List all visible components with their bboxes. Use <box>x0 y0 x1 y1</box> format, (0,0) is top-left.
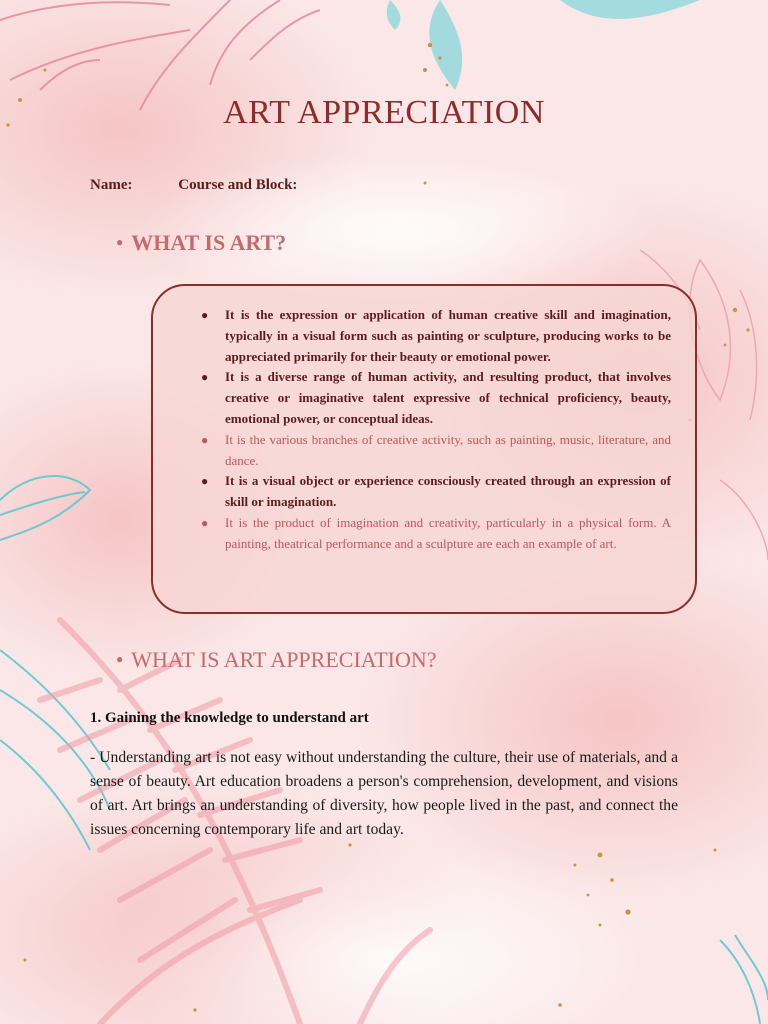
list-item-text: It is the expression or application of human creative skill and imagination, typically in a visual form such as painting or sculpture, producing works to be appreciated primarily for their beauty or emotional power. <box>225 307 671 364</box>
section-heading-text: WHAT IS ART? <box>131 230 287 255</box>
name-label: Name: <box>90 177 133 193</box>
section-heading-what-is-art <box>116 230 286 256</box>
list-item-text: It is the product of imagination and creativity, particularly in a physical form. A painting, theatrical performance and a sculpture are each an example of art. <box>225 514 671 551</box>
list-item <box>201 305 671 367</box>
bullet-icon: ● <box>201 432 209 447</box>
page-title: ART APPRECIATION <box>223 94 545 131</box>
bullet-icon: ● <box>201 474 209 489</box>
bullet-icon: ● <box>116 652 124 666</box>
list-item <box>201 513 671 555</box>
bullet-icon: ● <box>201 370 209 385</box>
list-item <box>201 430 671 472</box>
list-item-text: It is the various branches of creative activity, such as painting, music, literature, and dance. <box>225 431 671 468</box>
list-item <box>201 367 671 429</box>
bullet-icon: ● <box>201 515 209 530</box>
definition-list <box>201 305 671 555</box>
section-heading-what-is-art-appreciation <box>116 647 437 673</box>
list-item-text: It is a visual object or experience consciously created through an expression of skill or imagination. <box>225 473 671 510</box>
name-row <box>90 177 297 194</box>
section-heading-text: WHAT IS ART APPRECIATION? <box>131 647 437 672</box>
bullet-icon: ● <box>116 235 124 249</box>
body-paragraph: - Understanding art is not easy without understanding the culture, their use of materials, and a sense of beauty. Art education broadens a person's comprehension, development, and visions of art. Art brings an understanding of diversity, how people lived in the past, and connect the issues concerning contemporary life and art today. <box>90 749 678 838</box>
definition-box <box>151 284 697 614</box>
sub-heading: 1. Gaining the knowledge to understand art <box>90 710 369 726</box>
course-block-label: Course and Block: <box>178 177 298 193</box>
bullet-icon: ● <box>201 308 209 322</box>
list-item <box>201 471 671 513</box>
list-item-text: It is a diverse range of human activity, and resulting product, that involves creative or imaginative talent expressive of technical proficiency, beauty, emotional power, or conceptual ideas. <box>225 369 671 426</box>
